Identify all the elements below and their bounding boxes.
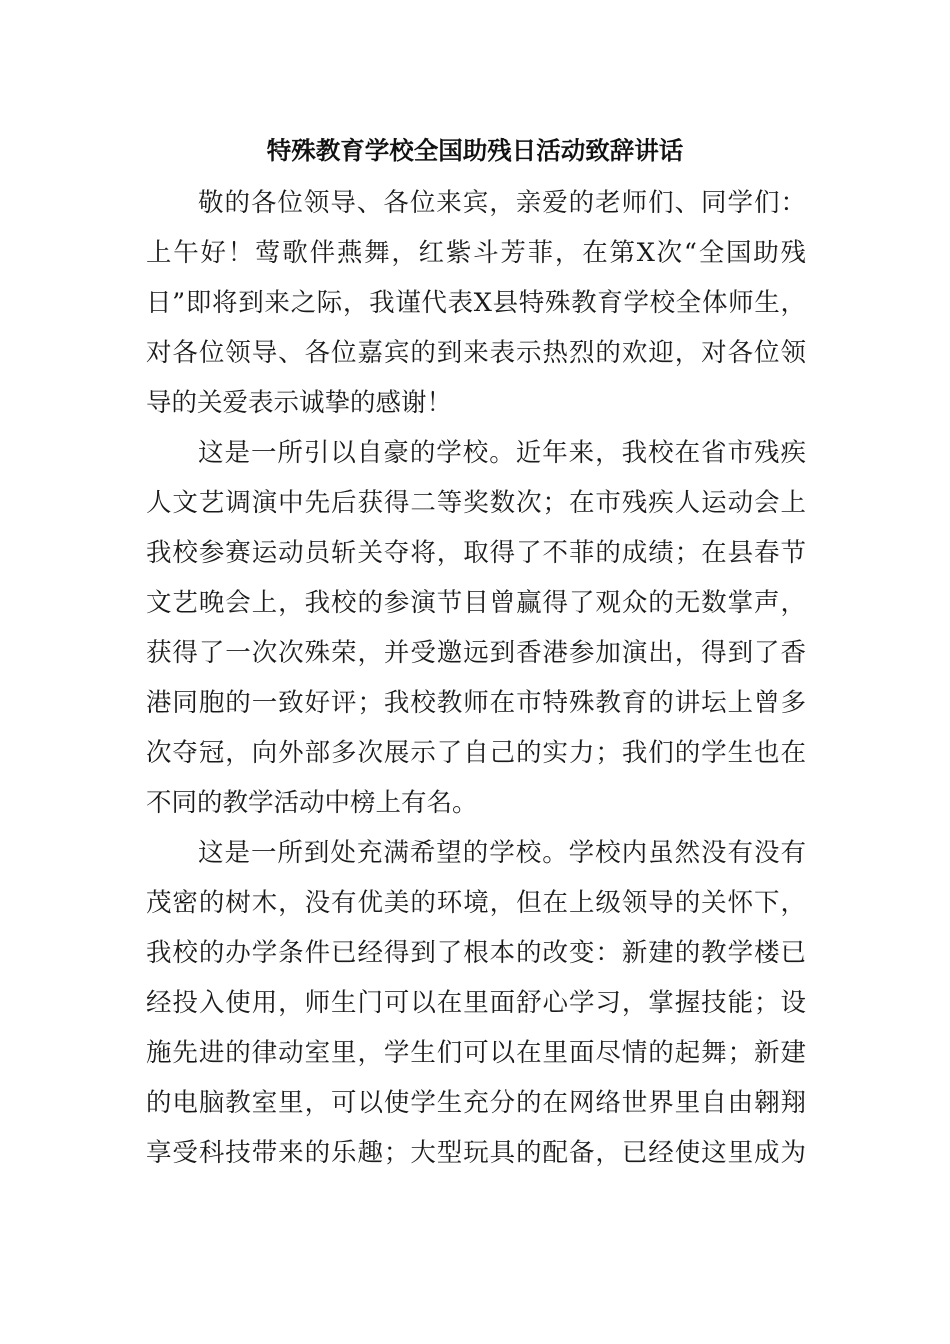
text-line: 对各位领导、各位嘉宾的到来表示热烈的欢迎，对各位领 xyxy=(146,338,806,368)
text-line: 人文艺调演中先后获得二等奖数次；在市残疾人运动会上 xyxy=(146,488,806,518)
text-line: 经投入使用，师生门可以在里面舒心学习，掌握技能；设 xyxy=(146,988,806,1018)
text-line: 的电脑教室里，可以使学生充分的在网络世界里自由翱翔 xyxy=(146,1088,806,1118)
text-line: 我校的办学条件已经得到了根本的改变：新建的教学楼已 xyxy=(146,938,806,968)
text-line: 这是一所到处充满希望的学校。学校内虽然没有没有 xyxy=(198,838,806,868)
text-line: 港同胞的一致好评；我校教师在市特殊教育的讲坛上曾多 xyxy=(146,688,806,718)
text-line: 日”即将到来之际，我谨代表Ⅹ县特殊教育学校全体师生， xyxy=(146,288,806,318)
text-line: 不同的教学活动中榜上有名。 xyxy=(146,788,478,818)
text-line: 导的关爱表示诚挚的感谢！ xyxy=(146,388,453,418)
document-title: 特殊教育学校全国助残日活动致辞讲话 xyxy=(266,136,684,165)
text-line: 施先进的律动室里，学生们可以在里面尽情的起舞；新建 xyxy=(146,1038,806,1068)
text-line: 文艺晚会上，我校的参演节目曾赢得了观众的无数掌声， xyxy=(146,588,806,618)
text-line: 我校参赛运动员斩关夺将，取得了不菲的成绩；在县春节 xyxy=(146,538,806,568)
text-line: 获得了一次次殊荣，并受邀远到香港参加演出，得到了香 xyxy=(146,638,806,668)
text-line: 次夺冠，向外部多次展示了自己的实力；我们的学生也在 xyxy=(146,738,806,768)
text-line: 这是一所引以自豪的学校。近年来，我校在省市残疾 xyxy=(198,438,806,468)
text-line: 上午好！莺歌伴燕舞，红紫斗芳菲，在第Ⅹ次“全国助残 xyxy=(146,238,806,268)
text-line: 敬的各位领导、各位来宾，亲爱的老师们、同学们： xyxy=(198,188,806,218)
text-line: 茂密的树木，没有优美的环境，但在上级领导的关怀下， xyxy=(146,888,806,918)
text-line: 享受科技带来的乐趣；大型玩具的配备，已经使这里成为 xyxy=(146,1138,806,1168)
